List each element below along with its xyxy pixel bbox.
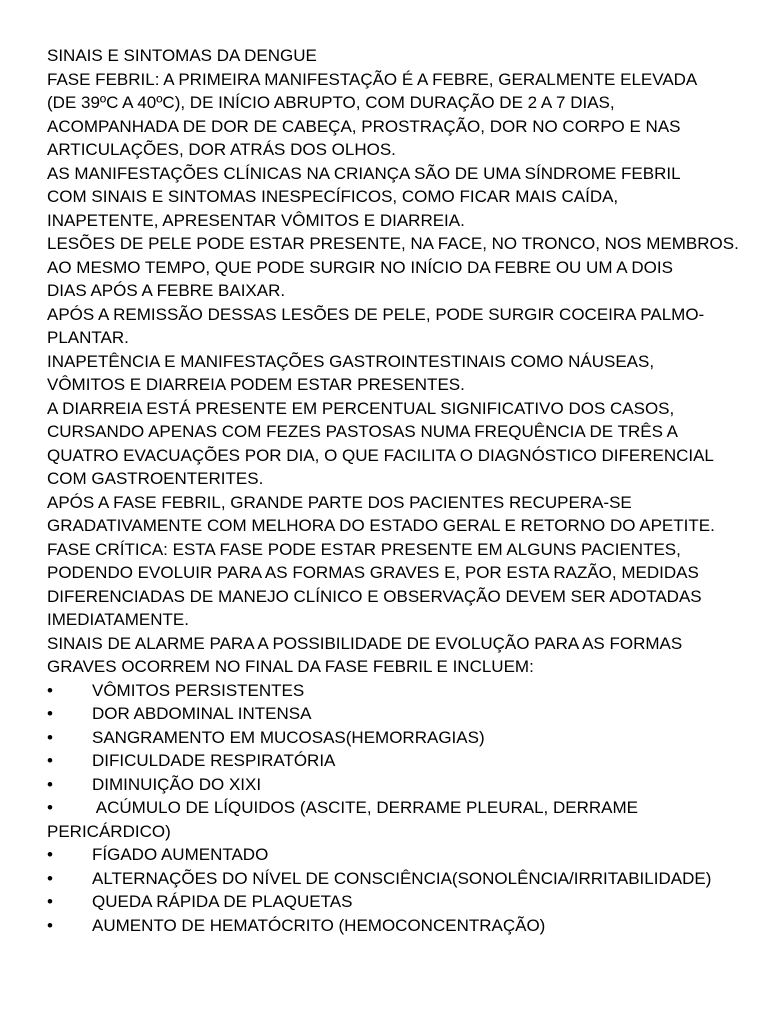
text-line: A DIARREIA ESTÁ PRESENTE EM PERCENTUAL SIGNIFICATIVO DOS CASOS, — [47, 398, 675, 418]
text-line: IMEDIATAMENTE. — [47, 610, 189, 629]
text-line: INAPETENTE, APRESENTAR VÔMITOS E DIARREIA. — [47, 210, 465, 230]
text-line: AS MANIFESTAÇÕES CLÍNICAS NA CRIANÇA SÃO DE UMA SÍNDROME FEBRIL — [47, 163, 681, 183]
list-item — [47, 749, 747, 773]
text-line: LESÕES DE PELE PODE ESTAR PRESENTE, NA FACE, NO TRONCO, NOS MEMBROS. — [47, 234, 739, 253]
text-line: QUATRO EVACUAÇÕES POR DIA, O QUE FACILITA O DIAGNÓSTICO DIFERENCIAL — [47, 445, 714, 465]
bullet-icon: • — [47, 751, 53, 770]
list-item — [47, 679, 747, 703]
text-line: COM SINAIS E SINTOMAS INESPECÍFICOS, COMO FICAR MAIS CAÍDA, — [47, 187, 619, 206]
text-line: DIFERENCIADAS DE MANEJO CLÍNICO E OBSERVAÇÃO DEVEM SER ADOTADAS — [47, 586, 702, 606]
list-item — [47, 843, 747, 867]
bullet-icon: • — [47, 680, 53, 700]
text-line: GRADATIVAMENTE COM MELHORA DO ESTADO GERAL E RETORNO DO APETITE. — [47, 516, 715, 535]
text-line: ACOMPANHADA DE DOR DE CABEÇA, PROSTRAÇÃO, DOR NO CORPO E NAS — [47, 116, 681, 136]
text-line: PLANTAR. — [47, 328, 129, 347]
text-line: ARTICULAÇÕES, DOR ATRÁS DOS OLHOS. — [47, 140, 396, 159]
text-line: CURSANDO APENAS COM FEZES PASTOSAS NUMA FREQUÊNCIA DE TRÊS A — [47, 422, 679, 441]
bullet-icon: • — [47, 915, 53, 935]
bullet-icon: • — [47, 727, 53, 747]
text-line: SINAIS DE ALARME PARA A POSSIBILIDADE DE EVOLUÇÃO PARA AS FORMAS — [47, 633, 683, 653]
list-item — [47, 702, 747, 726]
list-item-continuation: PERICÁRDICO) — [47, 821, 171, 841]
bullet-icon: • — [47, 704, 53, 723]
text-line: APÓS A FASE FEBRIL, GRANDE PARTE DOS PACIENTES RECUPERA-SE — [47, 492, 632, 512]
list-item-text: ACÚMULO DE LÍQUIDOS (ASCITE, DERRAME PLEURAL, DERRAME — [92, 798, 638, 817]
list-item — [47, 726, 747, 750]
text-line: GRAVES OCORREM NO FINAL DA FASE FEBRIL E INCLUEM: — [47, 657, 534, 676]
bullet-icon: • — [47, 774, 53, 794]
list-item-text: DOR ABDOMINAL INTENSA — [92, 704, 312, 723]
text-line: COM GASTROENTERITES. — [47, 469, 264, 488]
bullet-icon: • — [47, 892, 53, 911]
document-title: SINAIS E SINTOMAS DA DENGUE — [47, 46, 317, 65]
text-line: DIAS APÓS A FEBRE BAIXAR. — [47, 281, 286, 300]
text-line: AO MESMO TEMPO, QUE PODE SURGIR NO INÍCIO DA FEBRE OU UM A DOIS — [47, 257, 673, 277]
list-item-text: ALTERNAÇÕES DO NÍVEL DE CONSCIÊNCIA(SONOLÊNCIA/IRRITABILIDADE) — [92, 868, 712, 888]
text-line: APÓS A REMISSÃO DESSAS LESÕES DE PELE, PODE SURGIR COCEIRA PALMO- — [47, 304, 705, 324]
list-item — [47, 914, 747, 938]
list-item-text: VÔMITOS PERSISTENTES — [92, 680, 305, 700]
text-line: VÔMITOS E DIARREIA PODEM ESTAR PRESENTES. — [47, 375, 465, 394]
list-item-text: SANGRAMENTO EM MUCOSAS(HEMORRAGIAS) — [92, 727, 485, 747]
list-item — [47, 773, 747, 797]
list-item — [47, 890, 747, 914]
list-item-text: DIFICULDADE RESPIRATÓRIA — [92, 751, 336, 770]
bullet-icon: • — [47, 798, 53, 817]
list-item-text: FÍGADO AUMENTADO — [92, 845, 269, 864]
document-page — [47, 44, 747, 937]
bullet-icon: • — [47, 845, 53, 864]
text-line: PODENDO EVOLUIR PARA AS FORMAS GRAVES E, POR ESTA RAZÃO, MEDIDAS — [47, 563, 699, 582]
list-item — [47, 867, 747, 891]
list-item-text: DIMINUIÇÃO DO XIXI — [92, 774, 262, 794]
text-line: FASE FEBRIL: A PRIMEIRA MANIFESTAÇÃO É A FEBRE, GERALMENTE ELEVADA — [47, 69, 698, 89]
list-item-text: AUMENTO DE HEMATÓCRITO (HEMOCONCENTRAÇÃO) — [92, 915, 546, 935]
list-item — [47, 796, 747, 820]
text-line: (DE 39ºC A 40ºC), DE INÍCIO ABRUPTO, COM DURAÇÃO DE 2 A 7 DIAS, — [47, 93, 615, 112]
text-line: INAPETÊNCIA E MANIFESTAÇÕES GASTROINTESTINAIS COMO NÁUSEAS, — [47, 351, 655, 371]
bullet-icon: • — [47, 868, 53, 888]
text-line: FASE CRÍTICA: ESTA FASE PODE ESTAR PRESENTE EM ALGUNS PACIENTES, — [47, 539, 681, 559]
list-item-text: QUEDA RÁPIDA DE PLAQUETAS — [92, 892, 353, 911]
